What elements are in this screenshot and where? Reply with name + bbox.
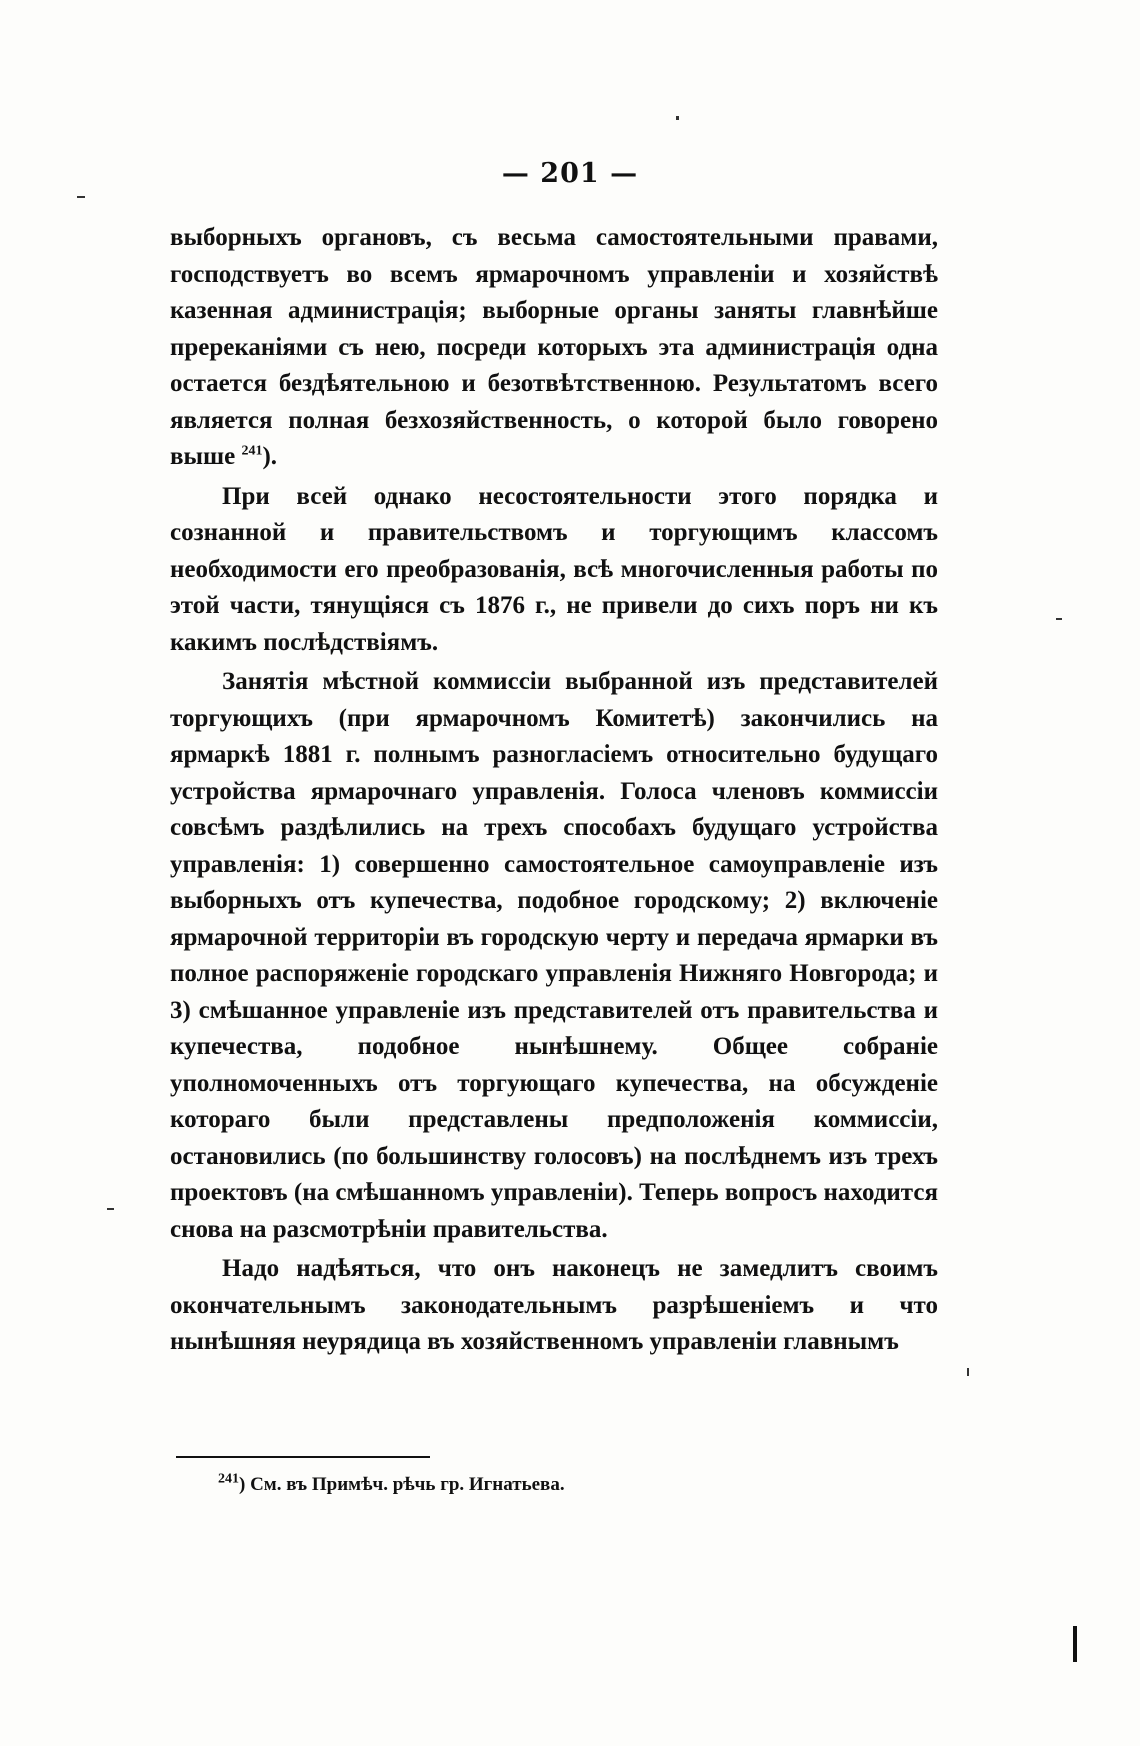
paragraph-2: При всей однако несостоятельности этого порядка и сознанной и правительствомъ и торгующимъ классомъ необходимости его преобразованія, всѣ многочисленныя работы по этой части, тянущіяся съ 1876 г., не привели до сихъ поръ ни къ какимъ послѣдствіямъ.	[170, 482, 938, 656]
scan-speck	[77, 196, 85, 198]
paragraph-3: Занятія мѣстной коммиссіи выбранной изъ представителей торгующихъ (при ярмарочномъ Комитетѣ) закончились на ярмаркѣ 1881 г. полнымъ разногласіемъ относительно будущаго устройства ярмарочнаго управленія. Голоса членовъ коммиссіи совсѣмъ раздѣлились на трехъ способахъ будущаго устройства управленія: 1) совершенно самостоятельное самоуправленіе изъ выборныхъ отъ купечества, подобное городскому; 2) включеніе ярмарочной территоріи въ городскую черту и передача ярмарки въ полное распоряженіе городскаго управленія Нижняго Новгорода; и 3) смѣшанное управленіе изъ представителей отъ правительства и купечества, подобное нынѣшнему. Общее собраніе уполномоченныхъ отъ торгующаго купечества, на обсужденіе котораго были представлены предположенія коммиссіи, остановились (по большинству голосовъ) на послѣднемъ изъ трехъ проектовъ (на смѣшанномъ управленіи). Теперь вопросъ находится снова на разсмотрѣніи правительства.	[170, 668, 938, 1243]
footnote-text: ) См. въ Примѣч. рѣчь гр. Игнатьева.	[239, 1474, 565, 1495]
footnote-divider	[176, 1456, 430, 1458]
paragraph-1-tail: ).	[262, 443, 278, 470]
scan-speck	[676, 116, 679, 120]
footnote-marker: 241	[218, 1471, 239, 1487]
paragraph-1-text: выборныхъ органовъ, съ весьма самостоятельными правами, господствуетъ во всемъ ярмарочномъ управленіи и хозяйствѣ казенная администрація; выборные органы заняты главнѣйше пререканіями съ нею, посреди которыхъ эта администрація одна остается бездѣятельною и безотвѣтственною. Результатомъ всего является полная безхозяйственность, о которой было говорено выше	[170, 224, 938, 470]
footnote	[218, 1471, 565, 1496]
scan-speck	[1056, 618, 1062, 620]
paragraph-1	[170, 220, 938, 476]
paragraph-4: Надо надѣяться, что онъ наконецъ не замедлитъ своимъ окончательнымъ законодательнымъ разрѣшеніемъ и что нынѣшняя неурядица въ хозяйственномъ управленіи главнымъ	[170, 1255, 938, 1355]
footnote-reference[interactable]: 241	[241, 443, 263, 459]
scan-speck	[107, 1208, 114, 1210]
scan-edge-mark	[1073, 1626, 1077, 1662]
main-text	[170, 220, 938, 1364]
page-number: — 201 —	[501, 158, 639, 189]
scan-speck	[967, 1368, 969, 1376]
